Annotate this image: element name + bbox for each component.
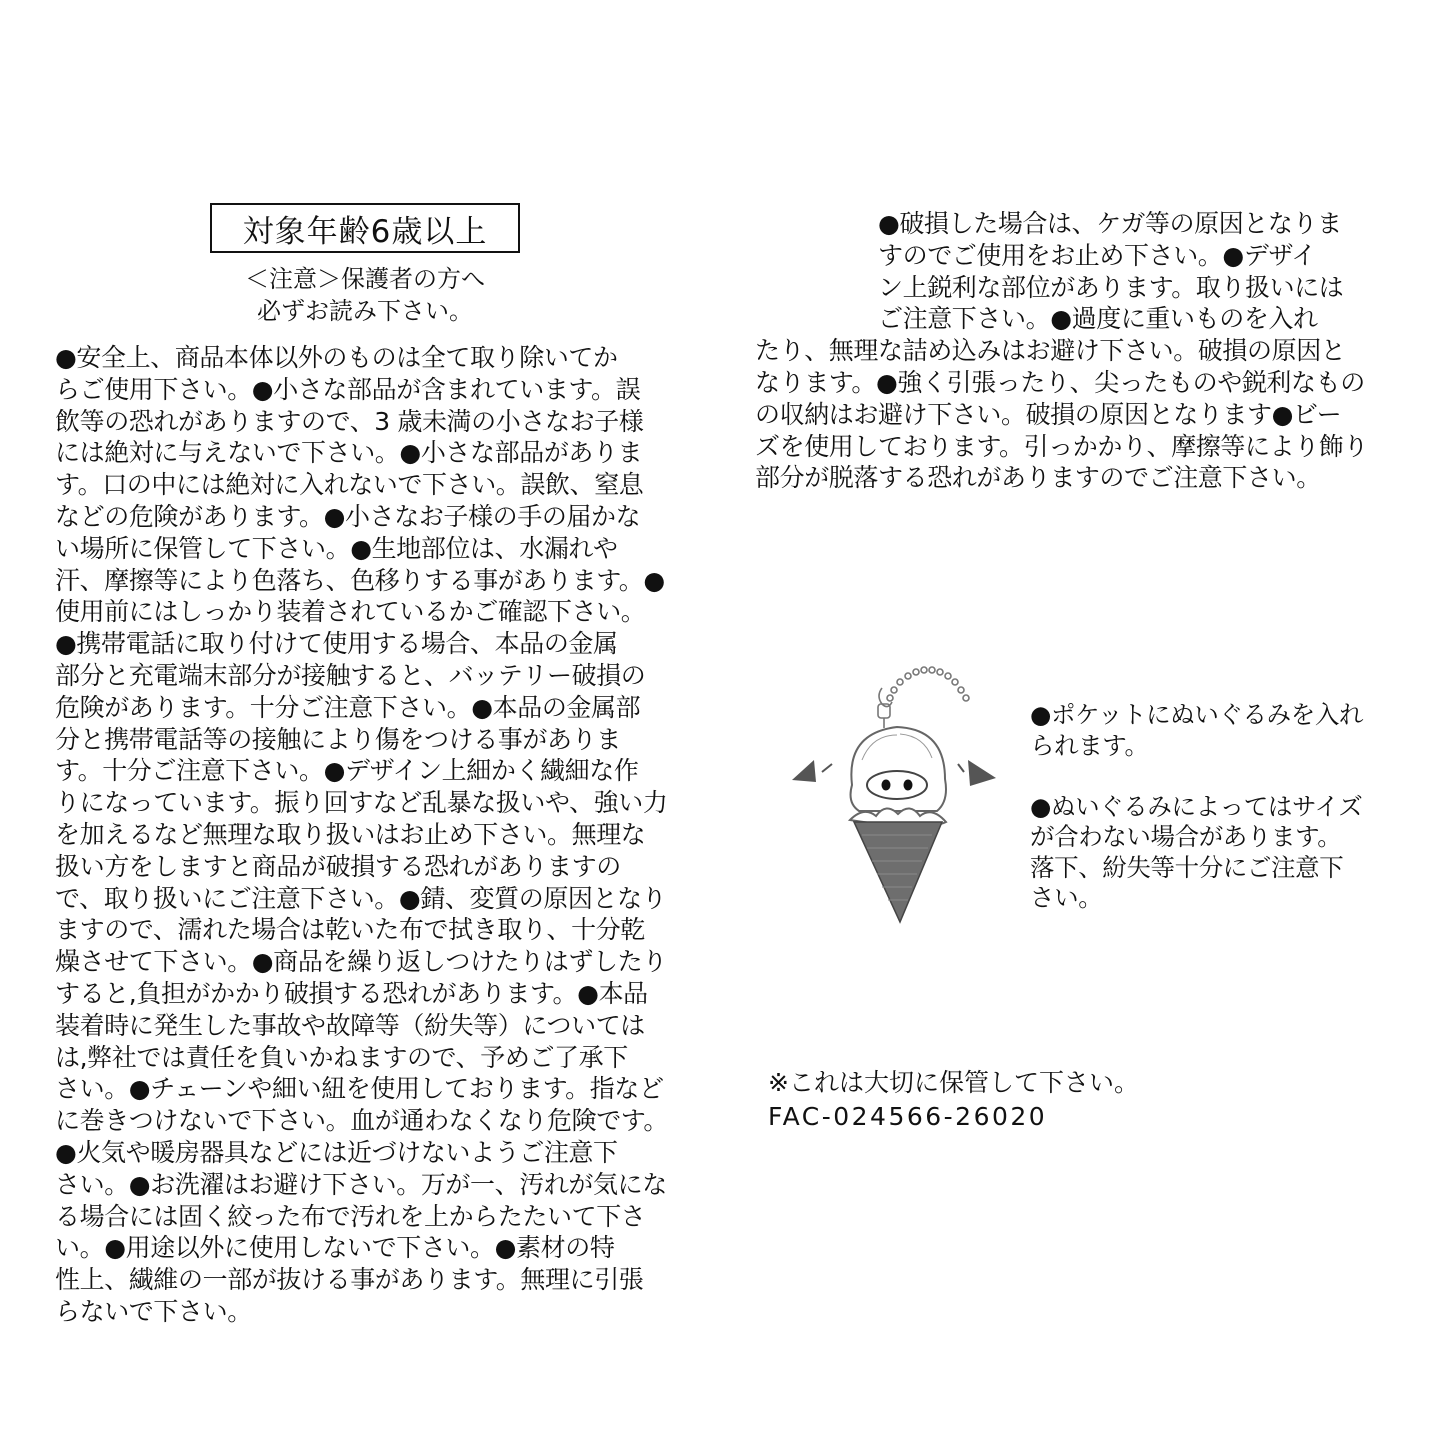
caution-line: 部分と充電端末部分が接触すると、バッテリー破損の	[55, 660, 646, 690]
caution-line: には絶対に与えないで下さい。●小さな部品がありま	[55, 438, 643, 468]
caution-line: 使用前にはしっかり装着されているかご確認下さい。	[55, 597, 646, 627]
caution-line: たり、無理な詰め込みはお避け下さい。破損の原因と	[755, 336, 1346, 366]
age-label-box	[210, 203, 520, 253]
caution-line: らないで下さい。	[55, 1296, 252, 1326]
caution-line: に巻きつけないで下さい。血が通わなくなり危険です。	[55, 1106, 669, 1136]
caution-line: ン上鋭利な部位があります。取り扱いには	[755, 272, 1344, 302]
pocket-note-text	[1030, 700, 1410, 914]
caution-line: 飲等の恐れがありますので、3 歳未満の小さなお子様	[55, 406, 644, 436]
caution-line: 性上、繊維の一部が抜ける事があります。無理に引張	[55, 1265, 644, 1295]
note-line: が合わない場合があります。	[1030, 822, 1342, 851]
notice-heading: ＜注意＞保護者の方へ	[245, 265, 485, 293]
caution-line: す。十分ご注意下さい。●デザイン上細かく繊細な作	[55, 756, 639, 786]
caution-line: 部分が脱落する恐れがありますのでご注意下さい。	[755, 463, 1321, 493]
note-line: さい。	[1030, 883, 1103, 912]
caution-line: は,弊社では責任を負いかねますので、予めご了承下	[55, 1042, 628, 1072]
caution-line: ご注意下さい。●過度に重いものを入れ	[755, 304, 1318, 334]
caution-line: す。口の中には絶対に入れないで下さい。誤飲、窒息	[55, 470, 644, 500]
notice-subheading: 必ずお読み下さい。	[257, 297, 473, 325]
age-label: 対象年齢6歳以上	[242, 213, 488, 250]
caution-line: い。●用途以外に使用しないで下さい。●素材の特	[55, 1233, 615, 1263]
caution-line: ますので、濡れた場合は乾いた布で拭き取り、十分乾	[55, 915, 645, 945]
caution-line: すのでご使用をお止め下さい。●デザイ	[755, 240, 1316, 270]
caution-line: すると,負担がかかり破損する恐れがあります。●本品	[55, 978, 648, 1008]
caution-line: ズを使用しております。引っかかり、摩擦等により飾り	[755, 431, 1369, 461]
caution-line: 汗、摩擦等により色落ち、色移りする事があります。●	[55, 565, 665, 595]
caution-line: ●携帯電話に取り付けて使用する場合、本品の金属	[55, 629, 618, 659]
caution-line: ●火気や暖房器具などには近づけないようご注意下	[55, 1137, 618, 1167]
caution-line: で、取り扱いにご注意下さい。●錆、変質の原因となり	[55, 883, 667, 913]
note-line: ●ぬいぐるみによってはサイズ	[1030, 791, 1363, 821]
caution-line: い場所に保管して下さい。●生地部位は、水漏れや	[55, 533, 618, 563]
note-line: 落下、紛失等十分にご注意下	[1030, 852, 1344, 882]
plush-keychain-illustration	[782, 660, 1002, 930]
caution-line: 装着時に発生した事故や故障等（紛失等）については	[55, 1010, 645, 1040]
caution-line: なります。●強く引張ったり、尖ったものや鋭利なもの	[755, 367, 1365, 397]
caution-line: さい。●チェーンや細い紐を使用しております。指など	[55, 1074, 664, 1104]
caution-line: 分と携帯電話等の接触により傷をつける事がありま	[55, 724, 621, 754]
caution-line: 扱い方をしますと商品が破損する恐れがありますの	[55, 851, 621, 881]
caution-line: さい。●お洗濯はお避け下さい。万が一、汚れが気にな	[55, 1169, 667, 1199]
caution-line: を加えるなど無理な取り扱いはお止め下さい。無理な	[55, 819, 646, 849]
caution-line: 危険があります。十分ご注意下さい。●本品の金属部	[55, 692, 641, 722]
caution-line: 燥させて下さい。●商品を繰り返しつけたりはずしたり	[55, 947, 667, 977]
note-line: られます。	[1030, 730, 1149, 760]
caution-line: りになっています。振り回すなど乱暴な扱いや、強い力	[55, 788, 668, 818]
caution-line: の収納はお避け下さい。破損の原因となります●ビー	[755, 399, 1342, 429]
note-line: ●ポケットにぬいぐるみを入れ	[1030, 700, 1364, 729]
caution-line: る場合には固く絞った布で汚れを上からたたいて下さ	[55, 1201, 646, 1231]
caution-line: ●破損した場合は、ケガ等の原因となりま	[755, 209, 1342, 238]
caution-line: らご使用下さい。●小さな部品が含まれています。誤	[55, 374, 641, 404]
caution-text-left	[55, 342, 685, 1328]
caution-line: などの危険があります。●小さなお子様の手の届かな	[55, 501, 641, 531]
keep-instruction: ※これは大切に保管して下さい。	[768, 1068, 1139, 1097]
caution-line: ●安全上、商品本体以外のものは全て取り除いてか	[55, 343, 618, 372]
caution-text-right	[755, 208, 1395, 494]
product-code: FAC-024566-26020	[768, 1102, 1048, 1131]
note-line	[1030, 761, 1410, 792]
